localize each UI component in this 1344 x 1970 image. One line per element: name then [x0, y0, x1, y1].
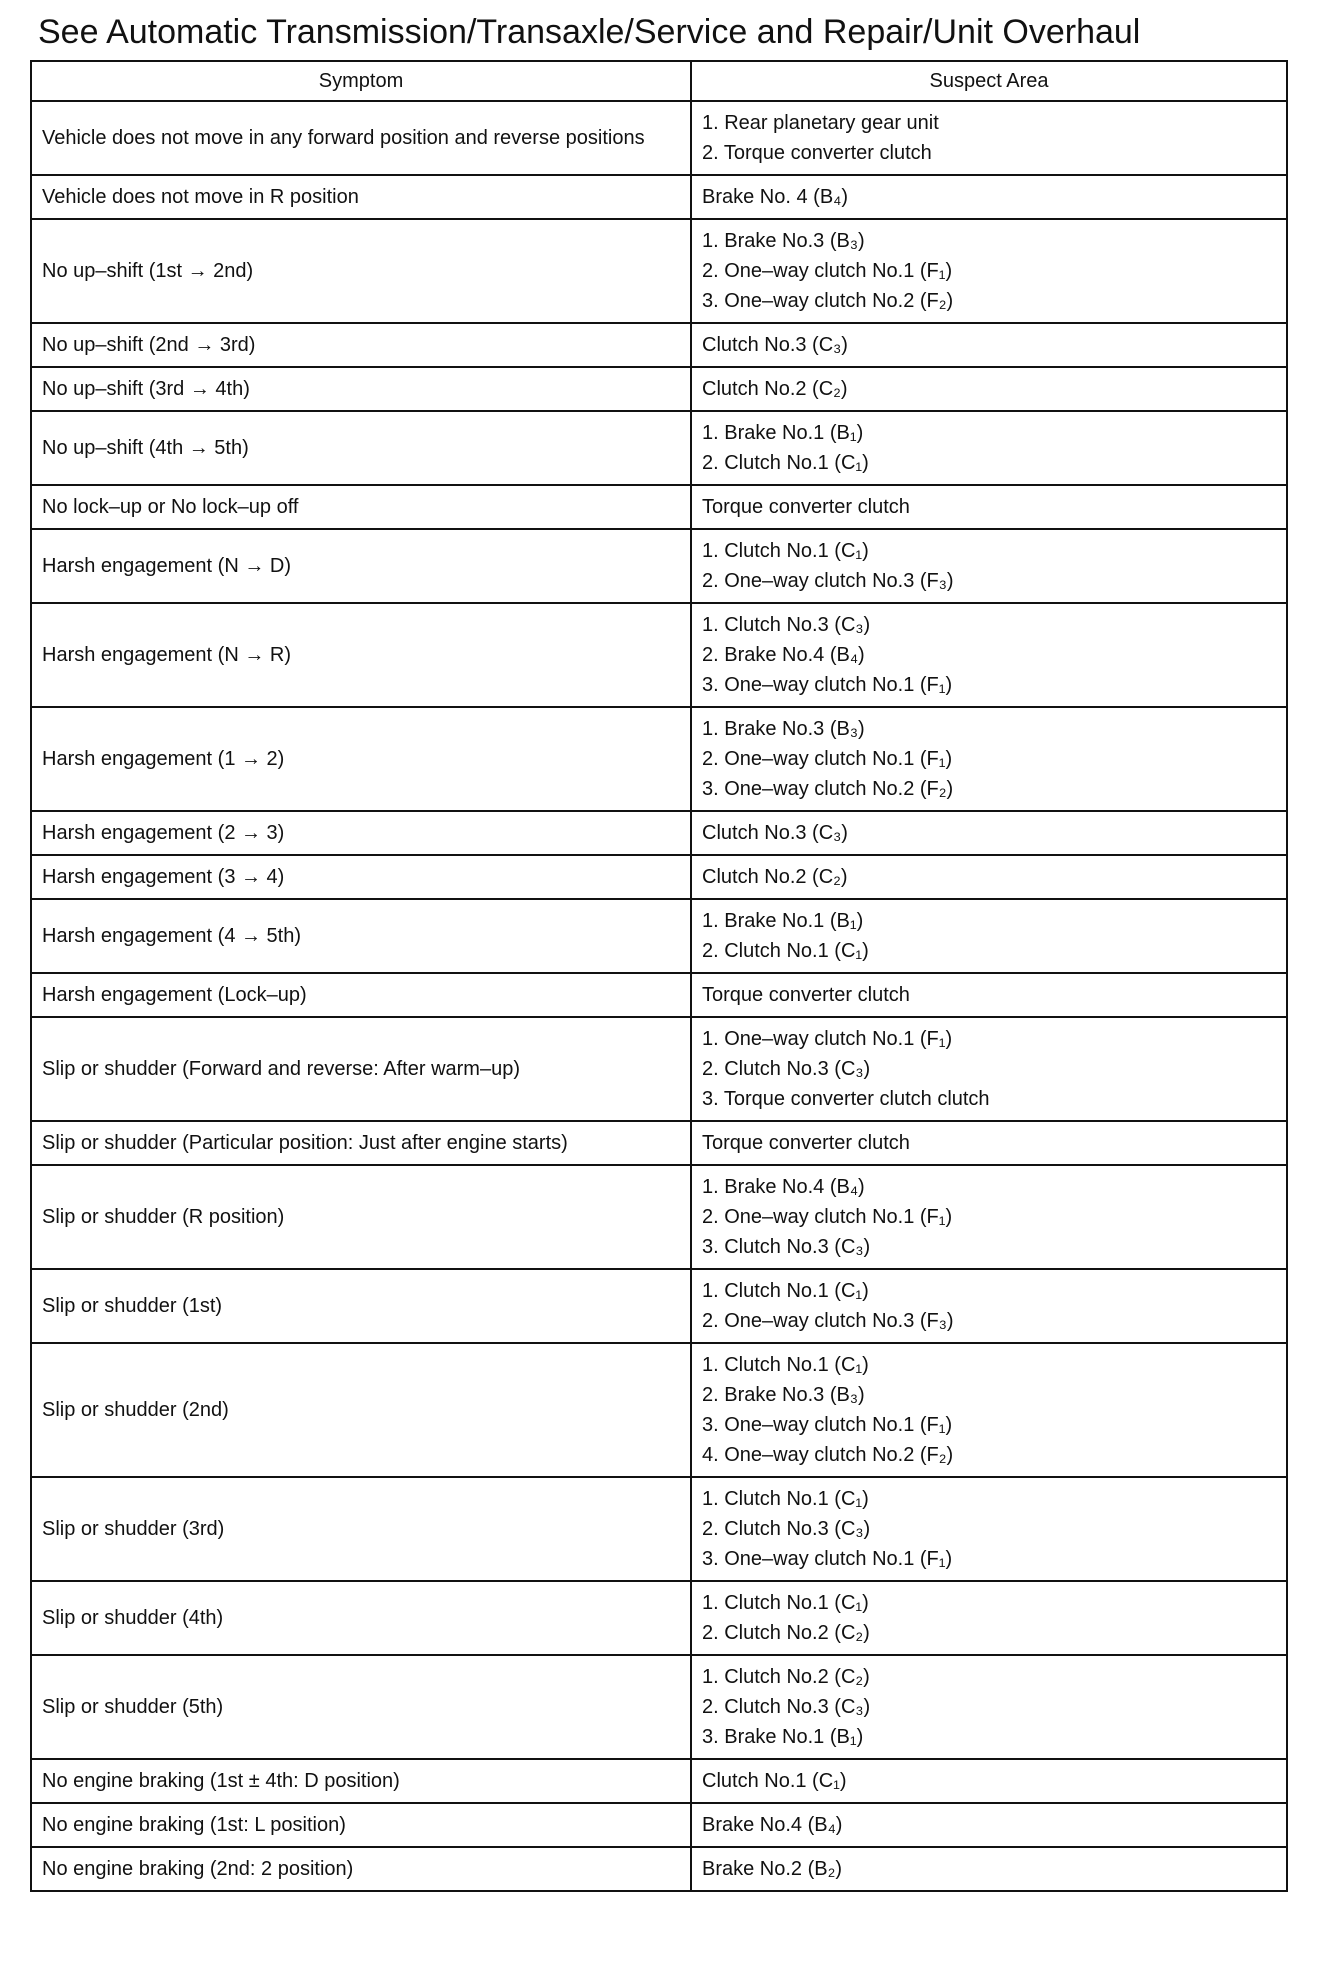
- symptom-cell: Slip or shudder (4th): [31, 1581, 691, 1655]
- suspect-area-item: 3. Torque converter clutch clutch: [702, 1088, 990, 1110]
- suspect-area-item: 1. Clutch No.1 (C₁): [702, 1592, 869, 1614]
- suspect-area-cell: [691, 1343, 1287, 1477]
- suspect-area-item: 2. Clutch No.3 (C₃): [702, 1696, 871, 1718]
- suspect-area-cell: [691, 367, 1287, 411]
- suspect-area-cell: [691, 1269, 1287, 1343]
- suspect-area-cell: [691, 1121, 1287, 1165]
- suspect-area-item: Clutch No.1 (C₁): [702, 1770, 847, 1792]
- symptom-cell: Vehicle does not move in any forward position and reverse positions: [31, 101, 691, 175]
- symptom-cell: Slip or shudder (1st): [31, 1269, 691, 1343]
- page-title: See Automatic Transmission/Transaxle/Service and Repair/Unit Overhaul: [38, 13, 1141, 51]
- suspect-area-item: Torque converter clutch: [702, 1132, 910, 1154]
- symptom-cell: Slip or shudder (3rd): [31, 1477, 691, 1581]
- suspect-area-cell: [691, 811, 1287, 855]
- suspect-area-cell: [691, 1655, 1287, 1759]
- suspect-area-item: 1. Brake No.4 (B₄): [702, 1176, 865, 1198]
- suspect-area-item: Brake No.2 (B₂): [702, 1858, 843, 1880]
- table-header-row: [31, 61, 1287, 101]
- symptom-cell: Harsh engagement (1 → 2): [31, 707, 691, 811]
- suspect-area-item: 2. Clutch No.1 (C₁): [702, 452, 869, 474]
- table-row: [31, 175, 1287, 219]
- suspect-area-item: 1. Brake No.3 (B₃): [702, 230, 865, 252]
- table-row: [31, 411, 1287, 485]
- suspect-area-cell: [691, 485, 1287, 529]
- suspect-area-cell: [691, 1165, 1287, 1269]
- symptom-cell: Harsh engagement (Lock–up): [31, 973, 691, 1017]
- suspect-area-item: Brake No. 4 (B₄): [702, 186, 848, 208]
- suspect-area-item: 2. Brake No.3 (B₃): [702, 1384, 865, 1406]
- suspect-area-item: 3. One–way clutch No.2 (F₂): [702, 290, 954, 312]
- suspect-area-item: 2. Brake No.4 (B₄): [702, 644, 865, 666]
- diagnosis-table: [30, 60, 1288, 1892]
- suspect-area-cell: [691, 1477, 1287, 1581]
- column-header-suspect-area: Suspect Area: [691, 61, 1287, 101]
- symptom-cell: Harsh engagement (3 → 4): [31, 855, 691, 899]
- suspect-area-cell: [691, 1017, 1287, 1121]
- symptom-cell: Vehicle does not move in R position: [31, 175, 691, 219]
- symptom-cell: Slip or shudder (Particular position: Just after engine starts): [31, 1121, 691, 1165]
- table-row: [31, 529, 1287, 603]
- symptom-cell: No up–shift (3rd → 4th): [31, 367, 691, 411]
- suspect-area-cell: [691, 855, 1287, 899]
- suspect-area-item: Clutch No.2 (C₂): [702, 378, 848, 400]
- symptom-cell: Slip or shudder (R position): [31, 1165, 691, 1269]
- suspect-area-item: 2. One–way clutch No.1 (F₁): [702, 260, 953, 282]
- table-row: [31, 323, 1287, 367]
- table-row: [31, 1803, 1287, 1847]
- table-row: [31, 811, 1287, 855]
- column-header-symptom: Symptom: [31, 61, 691, 101]
- table-row: [31, 855, 1287, 899]
- symptom-cell: No engine braking (2nd: 2 position): [31, 1847, 691, 1891]
- suspect-area-item: Clutch No.3 (C₃): [702, 334, 848, 356]
- table-row: [31, 1017, 1287, 1121]
- suspect-area-cell: [691, 1759, 1287, 1803]
- table-row: [31, 1759, 1287, 1803]
- suspect-area-item: 1. Clutch No.1 (C₁): [702, 1280, 869, 1302]
- table-row: [31, 219, 1287, 323]
- symptom-cell: Harsh engagement (2 → 3): [31, 811, 691, 855]
- suspect-area-cell: [691, 529, 1287, 603]
- symptom-cell: Slip or shudder (2nd): [31, 1343, 691, 1477]
- suspect-area-item: 2. One–way clutch No.3 (F₃): [702, 1310, 954, 1332]
- suspect-area-cell: [691, 973, 1287, 1017]
- suspect-area-cell: [691, 323, 1287, 367]
- table-row: [31, 101, 1287, 175]
- table-row: [31, 367, 1287, 411]
- symptom-cell: No up–shift (2nd → 3rd): [31, 323, 691, 367]
- table-row: [31, 973, 1287, 1017]
- symptom-cell: No up–shift (4th → 5th): [31, 411, 691, 485]
- symptom-cell: Harsh engagement (N → R): [31, 603, 691, 707]
- symptom-cell: Harsh engagement (4 → 5th): [31, 899, 691, 973]
- suspect-area-item: 3. One–way clutch No.1 (F₁): [702, 1414, 953, 1436]
- suspect-area-item: 2. Torque converter clutch: [702, 142, 932, 164]
- suspect-area-item: 4. One–way clutch No.2 (F₂): [702, 1444, 954, 1466]
- table-row: [31, 899, 1287, 973]
- suspect-area-item: 2. One–way clutch No.3 (F₃): [702, 570, 954, 592]
- suspect-area-cell: [691, 1803, 1287, 1847]
- suspect-area-item: 1. Rear planetary gear unit: [702, 112, 939, 134]
- suspect-area-cell: [691, 175, 1287, 219]
- suspect-area-item: 1. Clutch No.1 (C₁): [702, 1488, 869, 1510]
- suspect-area-item: 1. Brake No.1 (B₁): [702, 910, 864, 932]
- symptom-cell: No up–shift (1st → 2nd): [31, 219, 691, 323]
- table-row: [31, 1477, 1287, 1581]
- table-row: [31, 707, 1287, 811]
- suspect-area-item: 1. Clutch No.3 (C₃): [702, 614, 871, 636]
- suspect-area-cell: [691, 1847, 1287, 1891]
- table-row: [31, 1847, 1287, 1891]
- suspect-area-item: Torque converter clutch: [702, 496, 910, 518]
- suspect-area-item: 2. One–way clutch No.1 (F₁): [702, 1206, 953, 1228]
- suspect-area-item: Clutch No.2 (C₂): [702, 866, 848, 888]
- suspect-area-cell: [691, 101, 1287, 175]
- suspect-area-item: 1. Clutch No.2 (C₂): [702, 1666, 870, 1688]
- symptom-cell: Harsh engagement (N → D): [31, 529, 691, 603]
- suspect-area-cell: [691, 411, 1287, 485]
- suspect-area-item: 3. Clutch No.3 (C₃): [702, 1236, 871, 1258]
- symptom-cell: No lock–up or No lock–up off: [31, 485, 691, 529]
- suspect-area-item: 1. Clutch No.1 (C₁): [702, 540, 869, 562]
- symptom-cell: Slip or shudder (Forward and reverse: After warm–up): [31, 1017, 691, 1121]
- suspect-area-item: 2. Clutch No.3 (C₃): [702, 1058, 871, 1080]
- suspect-area-item: 3. One–way clutch No.1 (F₁): [702, 1548, 953, 1570]
- suspect-area-item: 2. Clutch No.2 (C₂): [702, 1622, 870, 1644]
- suspect-area-item: 3. Brake No.1 (B₁): [702, 1726, 864, 1748]
- suspect-area-item: 2. One–way clutch No.1 (F₁): [702, 748, 953, 770]
- suspect-area-item: 1. Clutch No.1 (C₁): [702, 1354, 869, 1376]
- table-row: [31, 1165, 1287, 1269]
- table-row: [31, 485, 1287, 529]
- suspect-area-item: 2. Clutch No.3 (C₃): [702, 1518, 871, 1540]
- suspect-area-item: Brake No.4 (B₄): [702, 1814, 843, 1836]
- symptom-cell: Slip or shudder (5th): [31, 1655, 691, 1759]
- table-row: [31, 1581, 1287, 1655]
- suspect-area-item: 1. Brake No.1 (B₁): [702, 422, 864, 444]
- suspect-area-cell: [691, 707, 1287, 811]
- table-row: [31, 603, 1287, 707]
- suspect-area-cell: [691, 1581, 1287, 1655]
- symptom-cell: No engine braking (1st ± 4th: D position): [31, 1759, 691, 1803]
- suspect-area-cell: [691, 219, 1287, 323]
- suspect-area-item: Clutch No.3 (C₃): [702, 822, 848, 844]
- suspect-area-cell: [691, 603, 1287, 707]
- suspect-area-item: 3. One–way clutch No.1 (F₁): [702, 674, 953, 696]
- table-row: [31, 1269, 1287, 1343]
- suspect-area-item: 1. Brake No.3 (B₃): [702, 718, 865, 740]
- table-row: [31, 1655, 1287, 1759]
- suspect-area-item: 3. One–way clutch No.2 (F₂): [702, 778, 954, 800]
- suspect-area-item: 1. One–way clutch No.1 (F₁): [702, 1028, 953, 1050]
- table-row: [31, 1121, 1287, 1165]
- table-row: [31, 1343, 1287, 1477]
- symptom-cell: No engine braking (1st: L position): [31, 1803, 691, 1847]
- suspect-area-item: Torque converter clutch: [702, 984, 910, 1006]
- suspect-area-cell: [691, 899, 1287, 973]
- suspect-area-item: 2. Clutch No.1 (C₁): [702, 940, 869, 962]
